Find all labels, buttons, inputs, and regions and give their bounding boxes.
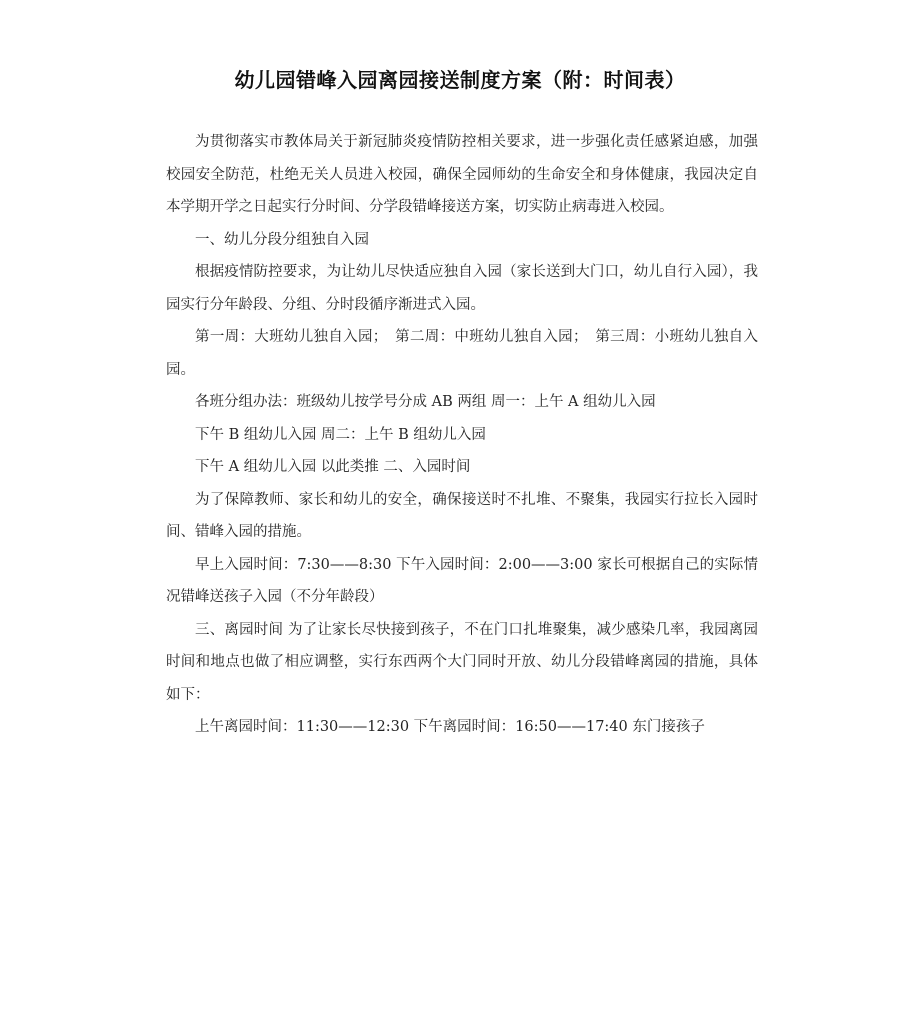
paragraph-grouping-method: 各班分组办法：班级幼儿按学号分成 AB 两组 周一：上午 A 组幼儿入园 [195, 394, 656, 410]
paragraph-grouping-line-2: 下午 B 组幼儿入园 周二：上午 B 组幼儿入园 [195, 426, 486, 443]
paragraph-section-1-body: 根据疫情防控要求，为让幼儿尽快适应独自入园（家长送到大门口，幼儿自行入园），我园实行分年龄段、分组、分时段循序渐进式入园。 [166, 264, 758, 313]
paragraph-leave-times: 上午离园时间：11:30——12:30 下午离园时间：16:50——17:40 东门接孩子 [195, 719, 705, 735]
document-title: 幼儿园错峰入园离园接送制度方案（附：时间表） [234, 68, 686, 92]
paragraph-grouping-line-3: 下午 A 组幼儿入园 以此类推 二、入园时间 [195, 459, 471, 475]
paragraph-entry-times: 早上入园时间：7:30——8:30 下午入园时间：2:00——3:00 家长可根据自己的实际情况错峰送孩子入园（不分年龄段） [166, 556, 758, 605]
paragraph-section-1-heading: 一、幼儿分段分组独自入园 [195, 231, 369, 248]
paragraph-intro: 为贯彻落实市教体局关于新冠肺炎疫情防控相关要求，进一步强化责任感紧迫感，加强校园安全防范，杜绝无关人员进入校园，确保全园师幼的生命安全和身体健康，我园决定自本学期开学之日起实行分时间、分学段错峰接送方案，切实防止病毒进入校园。 [166, 134, 758, 215]
document-body [166, 126, 758, 744]
paragraph-weekly-schedule: 第一周：大班幼儿独自入园； 第二周：中班幼儿独自入园； 第三周：小班幼儿独自入园。 [166, 329, 758, 378]
paragraph-entry-time-body: 为了保障教师、家长和幼儿的安全，确保接送时不扎堆、不聚集，我园实行拉长入园时间、错峰入园的措施。 [166, 491, 758, 540]
paragraph-section-3: 三、离园时间 为了让家长尽快接到孩子，不在门口扎堆聚集，减少感染几率，我园离园时间和地点也做了相应调整，实行东西两个大门同时开放、幼儿分段错峰离园的措施，具体如下： [166, 621, 758, 703]
